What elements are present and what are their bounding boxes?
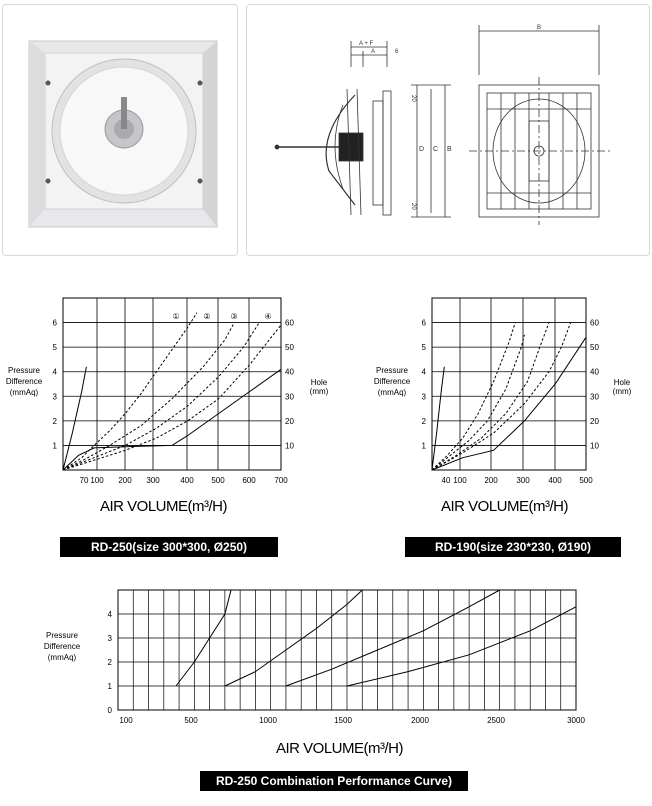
chart2-y2tick-label: 50 <box>590 343 599 353</box>
chart1-ylabel: Pressure Difference (mmAq) <box>5 366 43 397</box>
chart1-y2tick-label: 60 <box>285 318 294 328</box>
chart2-series-line <box>432 337 586 470</box>
chart2-caption: RD-190(size 230*230, Ø190) <box>405 537 621 557</box>
chart1-series-line <box>63 369 281 470</box>
dim-b: B <box>537 25 542 31</box>
chart1-xtick-label: 600 <box>242 476 256 485</box>
chart3-series-line <box>347 607 576 686</box>
chart1-curve-marker: ③ <box>230 312 238 321</box>
dim-6: 6 <box>395 49 399 55</box>
chart3-xtick-label: 2000 <box>411 716 429 725</box>
chart2-xtick-label: 400 <box>548 476 562 485</box>
chart2-series-line <box>432 335 524 470</box>
chart3-caption: RD-250 Combination Performance Curve) <box>200 771 468 791</box>
chart1-y2tick-label: 20 <box>285 416 294 426</box>
chart2-y2tick-label: 20 <box>590 416 599 426</box>
chart2-xtitle: AIR VOLUME(m³/H) <box>441 498 568 515</box>
chart1-ytick-label: 6 <box>52 318 57 328</box>
chart1-caption: RD-250(size 300*300, Ø250) <box>60 537 278 557</box>
chart1-ytick-label: 1 <box>52 441 57 451</box>
chart3-ytick-label: 4 <box>107 610 112 619</box>
chart1-ytick-label: 3 <box>52 392 57 402</box>
dim-af: A + F <box>359 41 374 47</box>
chart3-xtick-label: 1000 <box>259 716 277 725</box>
dim-20-top: 20 <box>410 95 416 102</box>
chart2-frame <box>432 298 586 470</box>
chart3-ytick-label: 3 <box>107 634 112 643</box>
chart1-xtick-label: 100 <box>90 476 104 485</box>
chart1-curve-marker: ① <box>172 312 180 321</box>
chart1-xtick-label: 70 <box>79 476 89 485</box>
chart1-ytick-label: 4 <box>52 367 57 377</box>
chart1-xtick-label: 400 <box>180 476 194 485</box>
chart3-group <box>108 590 586 725</box>
chart3-xtick-label: 100 <box>119 716 133 725</box>
chart1-curve-marker: ④ <box>264 312 272 321</box>
chart2-ytick-label: 3 <box>421 392 426 402</box>
chart1-y2tick-label: 30 <box>285 392 294 402</box>
chart2-xtick-label: 100 <box>453 476 467 485</box>
chart1-y2tick-label: 40 <box>285 367 294 377</box>
chart2-ylabel: Pressure Difference (mmAq) <box>373 366 411 397</box>
chart2-y2tick-label: 30 <box>590 392 599 402</box>
chart2-ytick-label: 4 <box>421 367 426 377</box>
chart1-ytick-label: 5 <box>52 343 57 353</box>
chart2-xtick-label: 200 <box>484 476 498 485</box>
dim-20-bottom: 20 <box>410 203 416 210</box>
chart3-xtick-label: 2500 <box>487 716 505 725</box>
chart3-ylabel: Pressure Difference (mmAq) <box>43 631 81 662</box>
chart2-y2tick-label: 60 <box>590 318 599 328</box>
chart1-xtitle: AIR VOLUME(m³/H) <box>100 498 227 515</box>
chart2-xtick-label: 300 <box>516 476 530 485</box>
chart3-ytick-label: 2 <box>107 658 112 667</box>
chart1-y2tick-label: 50 <box>285 343 294 353</box>
chart2-ytick-label: 5 <box>421 343 426 353</box>
dim-c: C <box>433 146 439 153</box>
chart1-xtick-label: 300 <box>146 476 160 485</box>
chart1-xtick-label: 200 <box>118 476 132 485</box>
chart3-ytick-label: 0 <box>107 706 112 715</box>
chart2-group <box>422 298 600 485</box>
chart3-xtick-label: 500 <box>184 716 198 725</box>
chart3-xtick-label: 1500 <box>334 716 352 725</box>
chart1-xtick-label: 500 <box>211 476 225 485</box>
chart1-y2label: Hole (mm) <box>309 378 329 396</box>
chart1-curve-marker: ② <box>203 312 211 321</box>
chart2-y2label: Hole (mm) <box>612 378 632 396</box>
chart2-xtick-label: 500 <box>579 476 593 485</box>
chart1-xtick-label: 700 <box>274 476 288 485</box>
chart1-ytick-label: 2 <box>52 416 57 426</box>
chart3-xtick-label: 3000 <box>567 716 585 725</box>
chart1-y2tick-label: 10 <box>285 441 294 451</box>
chart2-y2tick-label: 10 <box>590 441 599 451</box>
chart1-group <box>53 298 295 485</box>
chart2-series-line <box>432 367 444 470</box>
dim-b-vertical: B <box>447 146 452 153</box>
chart3-ytick-label: 1 <box>107 682 112 691</box>
dim-a: A <box>371 49 376 55</box>
chart1-series-line <box>63 367 86 470</box>
chart3-xtitle: AIR VOLUME(m³/H) <box>276 740 403 757</box>
chart2-xtick-label: 40 <box>441 476 451 485</box>
dim-d: D <box>419 146 425 153</box>
chart2-ytick-label: 6 <box>421 318 426 328</box>
chart2-ytick-label: 2 <box>421 416 426 426</box>
chart2-y2tick-label: 40 <box>590 367 599 377</box>
chart2-ytick-label: 1 <box>421 441 426 451</box>
